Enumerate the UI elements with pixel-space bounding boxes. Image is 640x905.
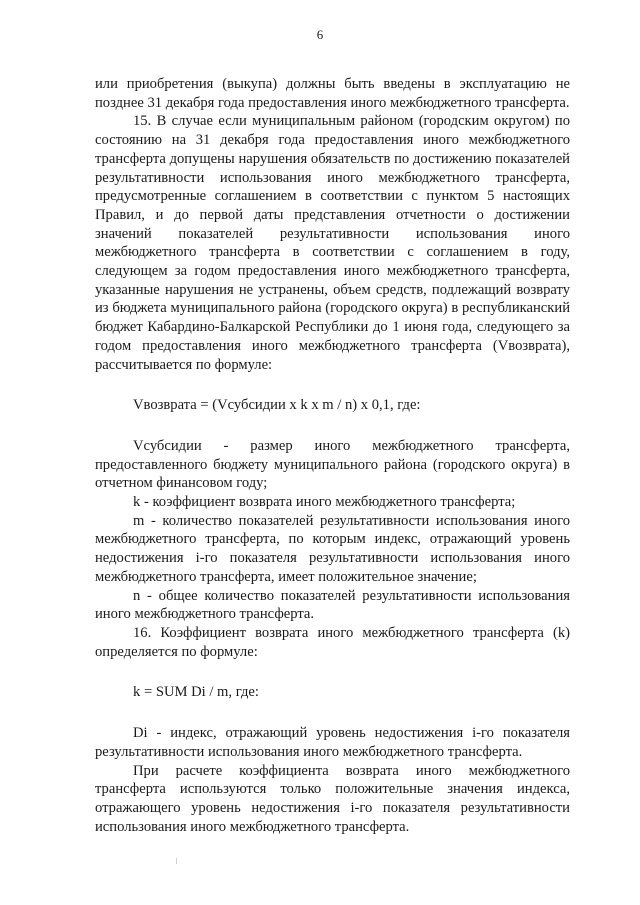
paragraph-15: 15. В случае если муниципальным районом (городским округом) по состоянию на 31 декабря года предоставления иного межбюджетного трансферта допущены нарушения обязательств по достижению показателей результативности использования иного межбюджетного трансферта, предусмотренные соглашением в соответствии с пунктом 5 настоящих Правил, и до первой даты представления отчетности о достижении значений показателей результативности использования иного межбюджетного трансферта в соответствии с соглашением в году, следующем за годом предоставления иного межбюджетного трансферта, указанные нарушения не устранены, объем средств, подлежащий возврату из бюджета муниципального района (городского округа) в республиканский бюджет Кабардино-Балкарской Республики до 1 июня года, следующего за годом предоставления иного межбюджетного трансферта (Vвозврата), рассчитывается по формуле: bbox=[95, 113, 570, 373]
paragraph-positive-values: При расчете коэффициента возврата иного межбюджетного трансферта используются только положительные значения индекса, отражающего уровень недостижения i-го показателя результативности использования иного межбюджетного трансферта. bbox=[95, 762, 570, 835]
definition-n: n - общее количество показателей результативности использования иного межбюджетного трансферта. bbox=[95, 587, 570, 623]
formula-return-volume: Vвозврата = (Vсубсидии x k x m / n) x 0,1, где: bbox=[133, 397, 421, 414]
paragraph-16: 16. Коэффициент возврата иного межбюджетного трансферта (k) определяется по формуле: bbox=[95, 624, 570, 660]
scan-mark bbox=[176, 858, 177, 864]
paragraph-continuation: или приобретения (выкупа) должны быть введены в эксплуатацию не позднее 31 декабря года предоставления иного межбюджетного трансферта. bbox=[95, 76, 570, 111]
definition-k: k - коэффициент возврата иного межбюджетного трансферта; bbox=[133, 494, 516, 511]
definition-m: m - количество показателей результативности использования иного межбюджетного трансферта, по которым индекс, отражающий уровень недостижения i-го показателя результативности использования иного межбюджетного трансферта, имеет положительное значение; bbox=[95, 512, 570, 585]
definition-vsubsidii: Vсубсидии - размер иного межбюджетного трансферта, предоставленного бюджету муниципального района (городского округа) в отчетном финансовом году; bbox=[95, 437, 570, 492]
document-body bbox=[95, 75, 570, 836]
formula-coefficient: k = SUM Di / m, где: bbox=[133, 684, 259, 701]
definition-di: Di - индекс, отражающий уровень недостижения i-го показателя результативности использования иного межбюджетного трансферта. bbox=[95, 725, 570, 760]
page-number: 6 bbox=[316, 27, 324, 42]
